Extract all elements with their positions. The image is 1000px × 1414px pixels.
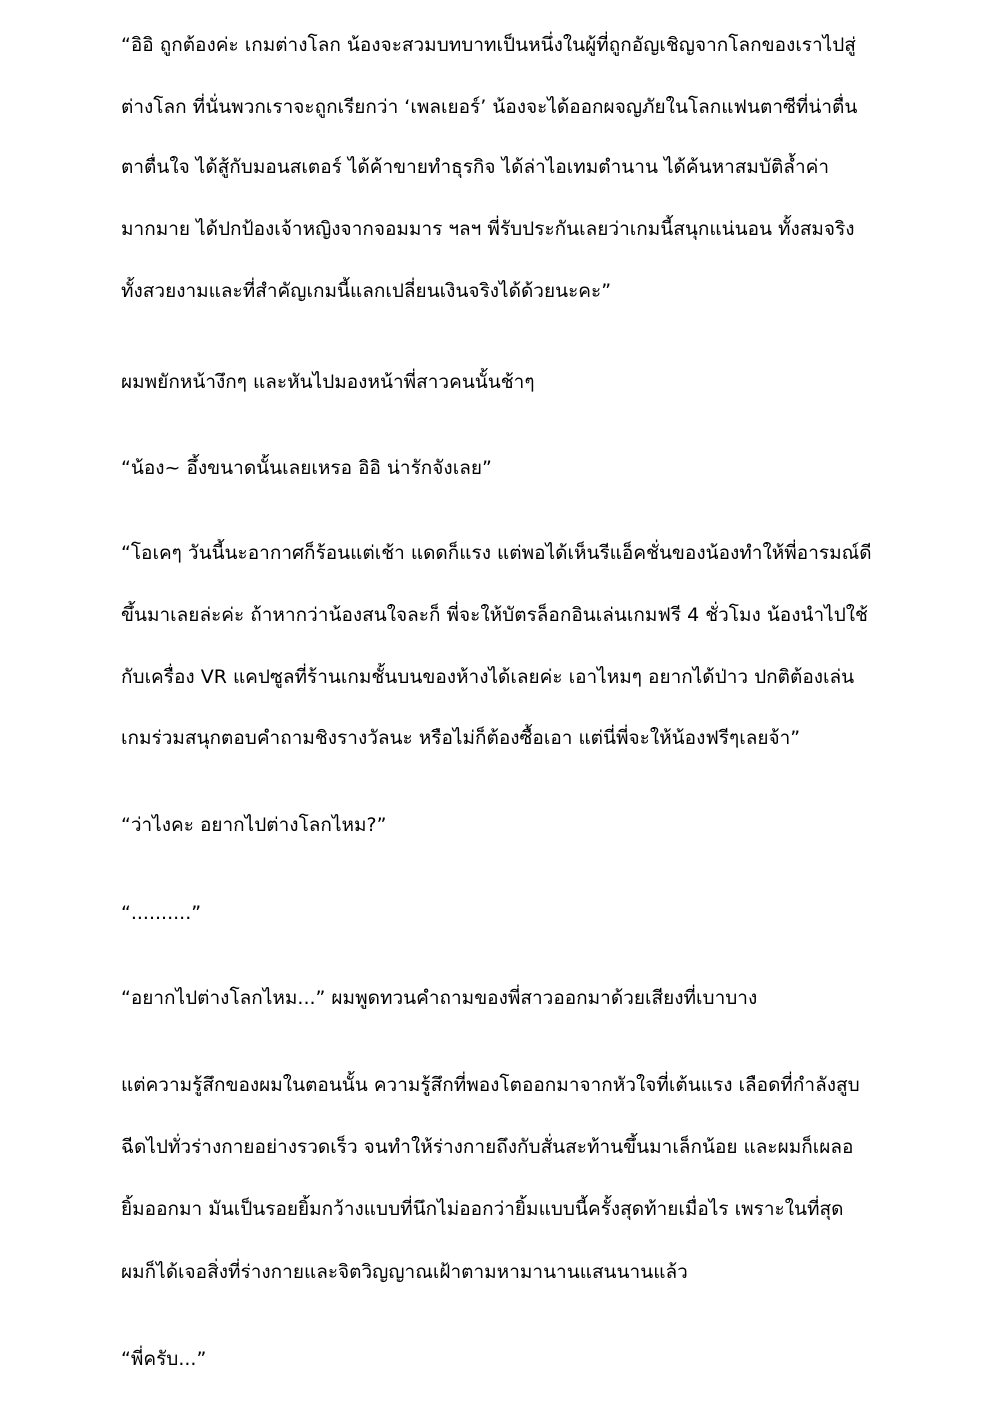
text-line: ยิ้มออกมา มันเป็นรอยยิ้มกว้างแบบที่นึกไม่ออกว่ายิ้มแบบนี้ครั้งสุดท้ายเมื่อไร เพราะในที่สุด — [121, 1198, 844, 1220]
text-line: “น้อง~ อึ้งขนาดนั้นเลยเหรอ อิอิ น่ารักจังเลย” — [121, 457, 492, 479]
text-line: ฉีดไปทั่วร่างกายอย่างรวดเร็ว จนทำให้ร่างกายถึงกับสั่นสะท้านขึ้นมาเล็กน้อย และผมก็เผลอ — [121, 1136, 854, 1158]
text-line: กับเครื่อง VR แคปซูลที่ร้านเกมชั้นบนของห้างได้เลยค่ะ เอาไหมๆ อยากได้ป่าว ปกติต้องเล่น — [121, 666, 855, 688]
text-line: “อิอิ ถูกต้องค่ะ เกมต่างโลก น้องจะสวมบทบาทเป็นหนึ่งในผู้ที่ถูกอัญเชิญจากโลกของเราไปสู่ — [121, 34, 856, 56]
text-line: ทั้งสวยงามและที่สำคัญเกมนี้แลกเปลี่ยนเงินจริงได้ด้วยนะคะ” — [121, 280, 612, 302]
text-line: ผมพยักหน้างึกๆ และหันไปมองหน้าพี่สาวคนนั้นช้าๆ — [121, 371, 535, 393]
text-line: “อยากไปต่างโลกไหม...” ผมพูดทวนคำถามของพี่สาวออกมาด้วยเสียงที่เบาบาง — [121, 987, 758, 1009]
text-line: ตาตื่นใจ ได้สู้กับมอนสเตอร์ ได้ค้าขายทำธุรกิจ ได้ล่าไอเทมตำนาน ได้ค้นหาสมบัติล้ำค่า — [121, 156, 829, 178]
text-line: ต่างโลก ที่นั่นพวกเราจะถูกเรียกว่า ‘เพลเยอร์’ น้องจะได้ออกผจญภัยในโลกแฟนตาซีที่น่าตื่น — [121, 96, 858, 118]
text-line: มากมาย ได้ปกป้องเจ้าหญิงจากจอมมาร ฯลฯ พี่รับประกันเลยว่าเกมนี้สนุกแน่นอน ทั้งสมจริง — [121, 218, 855, 240]
text-line: “พี่ครับ...” — [121, 1348, 207, 1370]
text-line: แต่ความรู้สึกของผมในตอนนั้น ความรู้สึกที่พองโตออกมาจากหัวใจที่เต้นแรง เลือดที่กำลังสูบ — [121, 1074, 860, 1096]
text-line: “โอเคๆ วันนี้นะอากาศก็ร้อนแต่เช้า แดดก็แรง แต่พอได้เห็นรีแอ็คชั่นของน้องทำให้พี่อารมณ์ดี — [121, 542, 872, 564]
text-line: ขึ้นมาเลยล่ะค่ะ ถ้าหากว่าน้องสนใจละก็ พี่จะให้บัตรล็อกอินเล่นเกมฟรี 4 ชั่วโมง น้องนำไปใช้ — [121, 604, 868, 626]
text-line: ผมก็ได้เจอสิ่งที่ร่างกายและจิตวิญญาณเฝ้าตามหามานานแสนนานแล้ว — [121, 1261, 688, 1283]
text-line: เกมร่วมสนุกตอบคำถามชิงรางวัลนะ หรือไม่ก็ต้องซื้อเอา แต่นี่พี่จะให้น้องฟรีๆเลยจ้า” — [121, 727, 801, 749]
text-line: “ว่าไงคะ อยากไปต่างโลกไหม?” — [121, 814, 387, 836]
text-line: “..........” — [121, 902, 202, 924]
